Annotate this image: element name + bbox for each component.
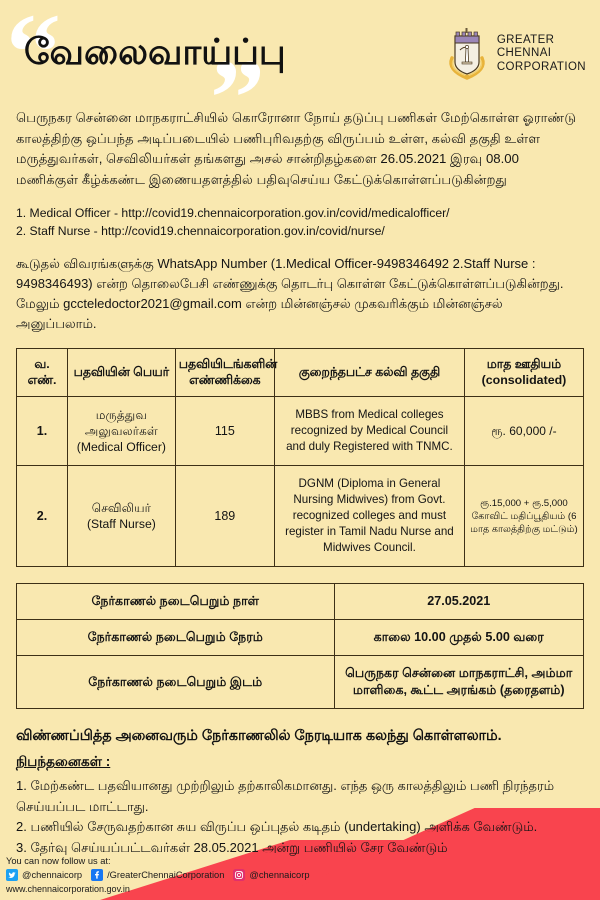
row-2-count: 189	[175, 466, 274, 567]
row-1-qualification: MBBS from Medical colleges recognized by Medical Council and duly Registered with TNMC.	[274, 397, 464, 466]
row-2-salary	[464, 466, 583, 567]
interview-venue-label: நேர்காணல் நடைபெறும் இடம்	[17, 656, 335, 709]
quote-close-icon: ”	[210, 36, 265, 159]
registration-links	[16, 204, 584, 240]
poster-content	[0, 108, 600, 858]
twitter-icon[interactable]	[6, 869, 18, 881]
condition-item-1: 1. மேற்கண்ட பதவியானது முற்றிலும் தற்காலிகமானது. எந்த ஒரு காலத்திலும் பணி நிரந்தரம் செய்யப்பட மாட்டாது.	[16, 778, 555, 814]
row-1-post	[68, 397, 176, 466]
logo-line-1: GREATER	[496, 33, 555, 46]
header-count-line-1: பதவியிடங்களின்	[178, 357, 278, 371]
title-block	[6, 0, 286, 159]
table-row	[17, 466, 584, 567]
table-row	[17, 620, 584, 656]
table-row	[17, 397, 584, 466]
table-row	[17, 656, 584, 709]
row-2-qualification: DGNM (Diploma in General Nursing Midwives) from Govt. recognized colleges and must register in Tamil Nadu Nurse and Midwives Council.	[274, 466, 464, 567]
greater-chennai-corporation-logo	[445, 28, 586, 80]
walk-in-notice: விண்ணப்பித்த அனைவரும் நேர்காணலில் நேரடியாக கலந்து கொள்ளலாம்.	[16, 728, 502, 744]
intro-paragraph: பெருநகர சென்னை மாநகராட்சியில் கொரோனா நோய் தடுப்பு பணிகள் மேற்கொள்ள ஓராண்டு காலத்திற்கு ஒப்பந்த அடிப்படையில் பணிபுரிவதற்கு விருப்பம் உள்ள, கல்வி தகுதி உள்ள மருத்துவர்கள், செவிலியர்கள் தங்களது அசல் சான்றிதழ்களை 26.05.2021 இரவு 08.00 மணிக்குள் கீழ்க்கண்ட இணையதளத்தில் பதிவுசெய்ய கேட்டுக்கொள்ளப்படுகின்றது	[16, 110, 577, 187]
row-2-post	[68, 466, 176, 567]
logo-text-block	[497, 34, 586, 75]
header-serial-number	[17, 349, 68, 397]
twitter-handle[interactable]: @chennaicorp	[22, 870, 83, 880]
whatsapp-contact-paragraph: கூடுதல் விவரங்களுக்கு WhatsApp Number (1.Medical Officer-9498346492 2.Staff Nurse : 9498346493) என்ற தொலைபேசி எண்ணுக்கு தொடர்பு கொள்ள கேட்டுக்கொள்ளப்படுகின்றது. மேலும் gccteledoctor2021@gmail.com என்ற மின்னஞ்சல் முகவரிக்கும் மின்னஞ்சல் அனுப்பலாம்.	[16, 256, 564, 331]
instagram-icon[interactable]	[233, 869, 245, 881]
instagram-handle[interactable]: @chennaicorp	[249, 870, 310, 880]
link-staff-nurse[interactable]: 2. Staff Nurse - http://covid19.chennaicorporation.gov.in/covid/nurse/	[16, 224, 385, 238]
header-serial-line-1: வ.	[34, 357, 50, 371]
row-1-salary: ரூ. 60,000 /-	[464, 397, 583, 466]
interview-time-value: காலை 10.00 முதல் 5.00 வரை	[334, 620, 583, 656]
table-row	[17, 584, 584, 620]
facebook-icon[interactable]	[91, 869, 103, 881]
header-monthly-salary	[464, 349, 583, 397]
row-1-post-english: (Medical Officer)	[76, 440, 166, 454]
chennai-corporation-emblem-icon	[445, 28, 489, 80]
row-2-serial: 2.	[17, 466, 68, 567]
interview-time-label: நேர்காணல் நடைபெறும் நேரம்	[17, 620, 335, 656]
header-serial-line-2: எண்.	[27, 372, 57, 387]
header-post-name: பதவியின் பெயர்	[68, 349, 176, 397]
jobs-table-header-row	[17, 349, 584, 397]
quote-open-icon: “	[6, 0, 61, 113]
header-salary-line-1: மாத ஊதியம்	[486, 357, 562, 371]
poster-footer	[0, 856, 600, 900]
row-2-salary-note: கோவிட் மதிப்பூதியம் (6 மாத காலத்திற்கு மட்டும்)	[470, 510, 578, 535]
follow-us-label: You can now follow us at:	[6, 856, 111, 866]
row-1-count: 115	[175, 397, 274, 466]
header-qualification: குறைந்தபட்ச கல்வி தகுதி	[274, 349, 464, 397]
header-count-line-2: எண்ணிக்கை	[189, 372, 261, 387]
row-2-salary-amount: ரூ.15,000 + ரூ.5,000	[480, 497, 568, 509]
row-1-post-tamil: மருத்துவ அலுவலர்கள்	[84, 408, 158, 438]
facebook-handle[interactable]: /GreaterChennaiCorporation	[107, 870, 225, 880]
header-vacancy-count	[175, 349, 278, 397]
website-url[interactable]: www.chennaicorporation.gov.in	[6, 884, 130, 894]
page-title: வேலைவாய்ப்பு	[24, 30, 286, 72]
interview-venue-value: பெருநகர சென்னை மாநகராட்சி, அம்மா மாளிகை, கூட்ட அரங்கம் (தரைதளம்)	[334, 656, 583, 709]
header-salary-line-2: (consolidated)	[481, 372, 567, 387]
row-2-post-english: (Staff Nurse)	[86, 517, 156, 531]
interview-date-value: 27.05.2021	[334, 584, 583, 620]
condition-item-3: 3. தேர்வு செய்யப்பட்டவர்கள் 28.05.2021 அன்று பணியில் சேர வேண்டும்	[16, 839, 448, 855]
condition-item-2: 2. பணியில் சேருவதற்கான சுய விருப்ப ஒப்புதல் கடிதம் (undertaking) அளிக்க வேண்டும்.	[16, 819, 538, 834]
interview-date-label: நேர்காணல் நடைபெறும் நாள்	[17, 584, 335, 620]
link-medical-officer[interactable]: 1. Medical Officer - http://covid19.chennaicorporation.gov.in/covid/medicalofficer/	[16, 206, 450, 220]
jobs-table	[16, 348, 584, 567]
row-2-post-tamil: செவிலியர்	[91, 501, 152, 515]
social-links-row	[6, 869, 600, 881]
row-1-serial: 1.	[17, 397, 68, 466]
logo-line-2: CHENNAI	[496, 47, 552, 60]
logo-line-3: CORPORATION	[496, 60, 586, 73]
interview-details-table	[16, 583, 584, 709]
conditions-heading: நிபந்தனைகள் :	[16, 754, 111, 769]
